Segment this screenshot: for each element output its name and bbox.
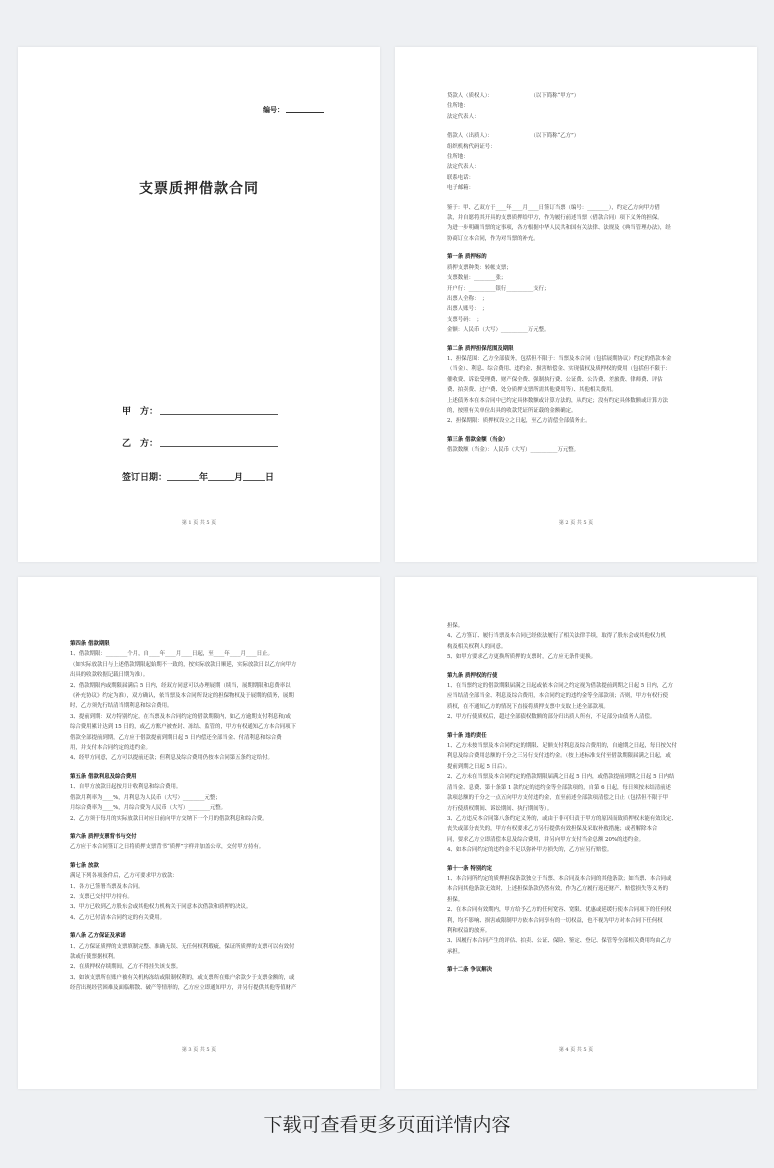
contract-page-1 bbox=[18, 47, 380, 562]
text-line: 催收费、诉讼受理费、财产保全费、强制执行费、公证费、公告费、差旅费、律师费、评估 bbox=[447, 376, 663, 383]
section-heading: 第一条 质押标的 bbox=[447, 254, 487, 261]
party-a bbox=[122, 404, 278, 417]
section-heading: 第二条 质押担保范围及期限 bbox=[447, 345, 514, 352]
text-line: 2、借款期限内或期限届满后 5 日内，经双方同意可以办理展期（续当，展期期限和息费率以 bbox=[70, 682, 291, 689]
contract-page-2 bbox=[395, 47, 757, 562]
contract-page-4 bbox=[395, 577, 757, 1089]
text-line: 综合费用累计达到 15 日的，或乙方账户被查封、冻结、监管的，甲方有权通知乙方本合同项下 bbox=[70, 724, 296, 731]
month-label: 月 bbox=[234, 473, 244, 483]
text-line: 2、担保期限：质押权设立之日起，至乙方清偿全部债务止。 bbox=[447, 418, 591, 425]
text-line: 构及相关权利人的同意。 bbox=[447, 643, 507, 650]
text-line: 质押支票种类：转帐支票； bbox=[447, 264, 512, 271]
text-line: 款项总额的千分之一点五向甲方支付违约金，直至前述全部款项清偿之日止（包括但不限于甲 bbox=[447, 795, 669, 802]
day-blank bbox=[243, 480, 265, 481]
text-line: 3、提前到期：双方特别约定，在当票及本合同约定的借款期限内，如乙方逾期支付利息和/或 bbox=[70, 713, 291, 720]
text-line: 1、本合同所约定的质押担保条款独立于当票、本合同及本合同的其他条款；如当票、本合同或 bbox=[447, 875, 672, 882]
text-line: 组织机构代码证号： bbox=[447, 143, 496, 150]
text-line: 1、在当票约定的借款期限届满之日起或依本合同之约定视为借款提前到期之日起 5 日内，乙方 bbox=[447, 683, 673, 690]
party-a-label: 甲 方： bbox=[122, 407, 159, 417]
text-line: 满足下列各项条件后，乙方可要求甲方放款： bbox=[70, 873, 178, 880]
text-line: 1、乙方保证质押的支票填制完整、准确无误、无任何权利瑕疵，保证所质押的支票可以有效付 bbox=[70, 943, 295, 950]
year-label: 年 bbox=[199, 473, 209, 483]
text-line: 款或行使票据权利。 bbox=[70, 953, 119, 960]
text-line: 经营出现经营困难及面临解散、破产等情形的，乙方应立即通知甲方，并另行提供其他等值财产 bbox=[70, 985, 297, 992]
text-line: 协商订立本合同，作为对当票的补充。 bbox=[447, 235, 539, 242]
text-line: 丧失或部分丧失的，甲方有权要求乙方另行提供有效担保及采取补救措施；或者解除本合 bbox=[447, 826, 658, 833]
text-line: 乙方应于本合同签订之日将质押支票背书“质押”字样并加盖公章，交付甲方持有。 bbox=[70, 844, 265, 851]
party-b-blank bbox=[160, 446, 278, 447]
text-line: 4、如本合同约定的违约金不足以弥补甲方损失的，乙方应另行赔偿。 bbox=[447, 847, 613, 854]
text-line: 1、借款期限：________个月，自____年____月____日起，至____年____月____日止。 bbox=[70, 651, 273, 658]
text-line: 本合同其他条款无效时，上述担保条款仍然有效，作为乙方履行返还财产、赔偿损失等义务的 bbox=[447, 886, 669, 893]
text-line: 2、在质押权存续期间，乙方不得挂失该支票。 bbox=[70, 964, 182, 971]
page-content bbox=[447, 621, 727, 976]
text-line: 2、甲方行使质权后，超过全部债权数额的部分归出质人所有，不足部分由债务人清偿。 bbox=[447, 714, 656, 721]
text-line: 4、经甲方同意，乙方可以提前还款；但利息及综合费用仍按本合同第五条约定给付。 bbox=[70, 755, 273, 762]
text-line: 费、拍卖费、过户费、处分质押支票所需其他费用等）、其他相关费用。 bbox=[447, 387, 617, 394]
section-heading: 第八条 乙方保证及承诺 bbox=[70, 933, 126, 940]
text-line: 质权，在不通知乙方的情况下直接将质押支票中支取上述全部款项。 bbox=[447, 703, 609, 710]
text-line: 1、各方已签署当票及本合同。 bbox=[70, 883, 144, 890]
text-line: 利息及综合费用总额的千分之三另行支付违约金。（按上述标准支付至借款期限届满之日起，或 bbox=[447, 753, 671, 760]
text-line: 4、乙方已付清本合同约定的有关费用。 bbox=[70, 914, 166, 921]
section-heading: 第六条 质押支票背书与交付 bbox=[70, 833, 137, 840]
text-line: 款，并自愿将其开具的支票质押给甲方，作为履行前述当票（借款合同）项下义务的担保。 bbox=[447, 215, 663, 222]
text-line: 2、在本合同有效期内，甲方给予乙方的任何宽容、宽限、优惠或延缓行使本合同项下的任何权 bbox=[447, 907, 672, 914]
text-line: 提前到期之日起 5 日后）。 bbox=[447, 763, 511, 770]
text-line: 3、因履行本合同产生的评估、拍卖、公证、保险、鉴定、登记、保管等全部相关费用均由乙方 bbox=[447, 938, 672, 945]
text-line: 3、如该支票所在账户被有关机构冻结或限制权利的，或支票所在账户余款少于支票金额的，或 bbox=[70, 974, 295, 981]
text-line: 的，按照有关单位出具的收款凭证所证载的金额确定。 bbox=[447, 407, 577, 414]
text-line: 借款人（出质人）： （以下简称“乙方”） bbox=[447, 133, 580, 140]
text-line: （当金）、利息、综合费用、违约金、损害赔偿金、实现债权及质押权的费用（包括但不限于： bbox=[447, 366, 671, 373]
text-line: 3、乙方违反本合同第八条约定义务的，或由于非可归责于甲方的原因而致质押权未能有效设定、 bbox=[447, 815, 677, 822]
contract-page-3 bbox=[18, 577, 380, 1089]
text-line: 2、乙方未在当票及本合同约定的借款期限届满之日起 5 日内，或借款提前到期之日起 5 日内结 bbox=[447, 774, 675, 781]
section-heading: 第十一条 特别约定 bbox=[447, 865, 493, 872]
text-line: 承担。 bbox=[447, 948, 464, 955]
section-heading: 第十条 违约责任 bbox=[447, 732, 487, 739]
text-line: 担保。 bbox=[447, 623, 464, 629]
text-line: （如实际放款日与上述借款期限起始期不一致的，按实际放款日顺延，实际放款日以乙方向甲方 bbox=[70, 661, 297, 668]
text-line: 方行使质权期间、诉讼期间、执行期间等）。 bbox=[447, 805, 553, 812]
party-b-label: 乙 方： bbox=[122, 439, 159, 449]
text-line: 5、如甲方要求乙方更换所质押的支票时，乙方应无条件更换。 bbox=[447, 654, 596, 661]
month-blank bbox=[208, 480, 234, 481]
page-content bbox=[447, 91, 727, 456]
section-heading: 第五条 借款利息及综合费用 bbox=[70, 773, 137, 780]
page-footer: 第 1 页 共 5 页 bbox=[181, 520, 217, 526]
text-line: 支票号码： ； bbox=[447, 316, 483, 323]
text-line: 月综合费率为____%，月综合费为人民币（大写）________元整。 bbox=[70, 805, 227, 812]
text-line: 出具的收款收据记载日期为准）。 bbox=[70, 672, 149, 679]
page-footer: 第 2 页 共 5 页 bbox=[558, 520, 594, 526]
text-line: 时，乙方须先行结清当期利息和综合费用。 bbox=[70, 703, 173, 710]
text-line: 利和权益的放弃。 bbox=[447, 927, 491, 934]
section-heading: 第四条 借款期限 bbox=[70, 641, 110, 647]
party-b bbox=[122, 436, 278, 449]
contract-number bbox=[263, 105, 324, 115]
text-line: 支票数量：________张； bbox=[447, 275, 507, 282]
text-line: 法定代表人： bbox=[447, 113, 480, 120]
day-label: 日 bbox=[265, 473, 275, 483]
text-line: 《补充协议》约定为准），双方确认，依当票及本合同所设定的担保物权及于展期的债务，展期 bbox=[70, 693, 294, 700]
page-footer: 第 4 页 共 5 页 bbox=[558, 1047, 594, 1053]
text-line: 同，要求乙方立即清偿本息及综合费用，并另向甲方支付当金总额 20%的违约金。 bbox=[447, 836, 644, 843]
text-line: 3、甲方已收到乙方股东会或其他权力机构关于同意本次借款和质押的决议。 bbox=[70, 904, 252, 911]
text-line: 借款全部提前到期，乙方应于借款提前到期日起 5 日内偿还全部当金、付清利息和综合费 bbox=[70, 734, 282, 741]
text-line: 电子邮箱： bbox=[447, 185, 474, 192]
text-line: 利，均不影响、损害或限制甲方依本合同享有的一切权益，也不视为甲方对本合同下任何权 bbox=[447, 917, 663, 924]
text-line: 出票人全称： ； bbox=[447, 295, 488, 302]
text-line: 开户行：__________银行__________支行； bbox=[447, 285, 550, 292]
section-heading: 第三条 借款金额（当金） bbox=[447, 436, 509, 443]
text-line: 金额：人民币（大写）__________万元整。 bbox=[447, 327, 550, 334]
text-line: 应当结清全部当金、利息及综合费用，本合同约定的违约金等全部款项；否则，甲方有权行使 bbox=[447, 693, 669, 700]
text-line: 住所地： bbox=[447, 103, 469, 110]
section-heading: 第九条 质押权的行使 bbox=[447, 672, 498, 679]
text-line: 联系电话： bbox=[447, 174, 474, 181]
page-footer: 第 3 页 共 5 页 bbox=[181, 1047, 217, 1053]
spacer bbox=[447, 194, 727, 203]
spacer bbox=[447, 122, 727, 131]
year-blank bbox=[167, 480, 199, 481]
page-content bbox=[70, 631, 350, 994]
text-line: 用，并支付本合同约定的违约金。 bbox=[70, 745, 151, 752]
contract-number-label: 编号： bbox=[263, 105, 284, 114]
text-line: 借款数额（当金）：人民币（大写）__________万元整。 bbox=[447, 447, 580, 454]
contract-number-blank bbox=[286, 112, 324, 113]
sign-date-label: 签订日期： bbox=[122, 473, 168, 483]
text-line: 1、乙方未按当票及本合同约定的期限、足额支付利息及综合费用的，自逾期之日起，每日按欠付 bbox=[447, 743, 677, 750]
text-line: 鉴于：甲、乙双方于____年____月____日签订当票（编号：________），约定乙方向甲方借 bbox=[447, 204, 660, 211]
text-line: 清当金、息费、第十条第 1 款约定的违约金等全部款项的，自第 6 日起，每日须按未结清前述 bbox=[447, 784, 671, 791]
text-line: 上述债务本在本合同中已约定具体数额或计算方法的，从约定；没有约定具体数额或计算方法 bbox=[447, 397, 669, 404]
sign-date bbox=[122, 470, 274, 483]
text-line: 2、乙方须于每月的实际放款日对应日前向甲方交纳下一个月的借款利息和综合费。 bbox=[70, 815, 268, 822]
text-line: 4、乙方签订、履行当票及本合同已经依法履行了相关法律手续，取得了股东会或其他权力机 bbox=[447, 633, 667, 640]
text-line: 2、支票已交付甲方持有。 bbox=[70, 893, 133, 900]
section-heading: 第十二条 争议解决 bbox=[447, 967, 493, 974]
contract-title: 支票质押借款合同 bbox=[139, 181, 259, 197]
text-line: 为进一步明确当票的定事项，各方根据中华人民共和国有关法律、法规及《典当管理办法》，经 bbox=[447, 225, 671, 232]
text-line: 住所地： bbox=[447, 154, 469, 161]
text-line: 担保。 bbox=[447, 896, 464, 903]
text-line: 1、担保范围：乙方全部债务，包括但不限于：当票及本合同（包括展期协议）约定的借款本金 bbox=[447, 355, 672, 362]
text-line: 出票人账号： ； bbox=[447, 306, 488, 313]
section-heading: 第七条 放款 bbox=[70, 862, 99, 869]
text-line: 贷款人（质权人）： （以下简称“甲方”） bbox=[447, 93, 580, 99]
party-a-blank bbox=[160, 414, 278, 415]
text-line: 借款月利率为____%，月利息为人民币（大写）________元整； bbox=[70, 794, 221, 801]
download-caption: 下载可查看更多页面详情内容 bbox=[263, 1114, 511, 1136]
text-line: 1、自甲方放款日起按月计收利息和综合费用。 bbox=[70, 784, 182, 791]
text-line: 法定代表人： bbox=[447, 164, 480, 171]
